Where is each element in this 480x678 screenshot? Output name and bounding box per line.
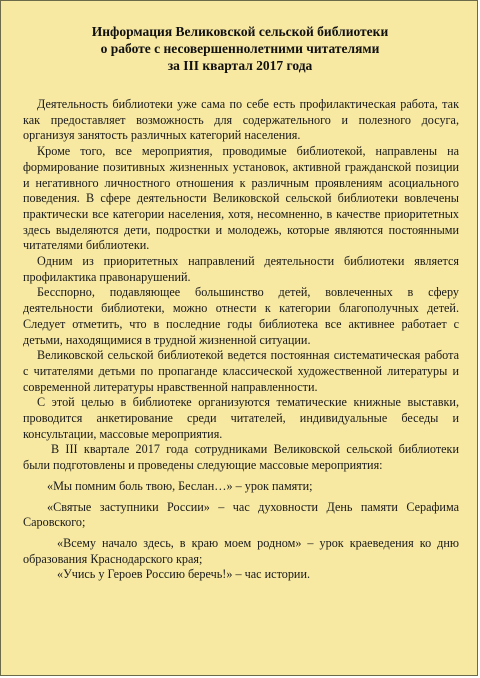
title-line-3: за III квартал 2017 года bbox=[167, 58, 313, 73]
event-item: «Учись у Героев Россию беречь!» – час истории. bbox=[57, 567, 311, 582]
document-body bbox=[23, 97, 459, 583]
paragraph: С этой целью в библиотеке организуются тематические книжные выставки, проводится анкетирование среди читателей, индивидуальные беседы и консультации, массовые мероприятия. bbox=[23, 395, 459, 441]
paragraph: Деятельность библиотеки уже сама по себе есть профилактическая работа, так как предоставляет возможность для содержательного и полезного досуга, организуя занятость различных категорий населения. bbox=[23, 97, 459, 143]
title-line-2: о работе с несовершеннолетними читателями bbox=[100, 41, 380, 56]
event-item: «Святые заступники России» – час духовности День памяти Серафима Саровского; bbox=[23, 499, 459, 530]
title-line-1: Информация Великовской сельской библиотеки bbox=[91, 24, 389, 39]
paragraph: Одним из приоритетных направлений деятельности библиотеки является профилактика правонарушений. bbox=[23, 254, 459, 284]
paragraph: Кроме того, все мероприятия, проводимые библиотекой, направлены на формирование позитивных жизненных установок, активной гражданской позиции и негативного личностного отношения к различным проявлениям асоциального поведения. В сфере деятельности Великовской сельской библиотеки вовлечены практически все категории населения, хотя, несомненно, в качестве приоритетных здесь выделяются дети, подростки и молодежь, которые являются постоянными читателями библиотеки. bbox=[23, 144, 459, 253]
paragraph: Великовской сельской библиотекой ведется постоянная систематическая работа с читателями детьми по пропаганде классической художественной литературы и современной литературы нравственной направленности. bbox=[23, 348, 459, 394]
event-item: «Всему начало здесь, в краю моем родном» – урок краеведения ко дню образования Краснодарского края; bbox=[23, 535, 459, 566]
document-title bbox=[21, 23, 459, 74]
event-item: «Мы помним боль твою, Беслан…» – урок памяти; bbox=[47, 478, 313, 493]
paragraph: Бесспорно, подавляющее большинство детей, вовлеченных в сферу деятельности библиотеки, можно отнести к категории благополучных детей. Следует отметить, что в последние годы библиотека все активнее работает с детьми, находящимися в трудной жизненной ситуации. bbox=[23, 285, 459, 347]
paragraph: В III квартале 2017 года сотрудниками Великовской сельской библиотеки были подготовлены и проведены следующие массовые мероприятия: bbox=[23, 442, 459, 473]
